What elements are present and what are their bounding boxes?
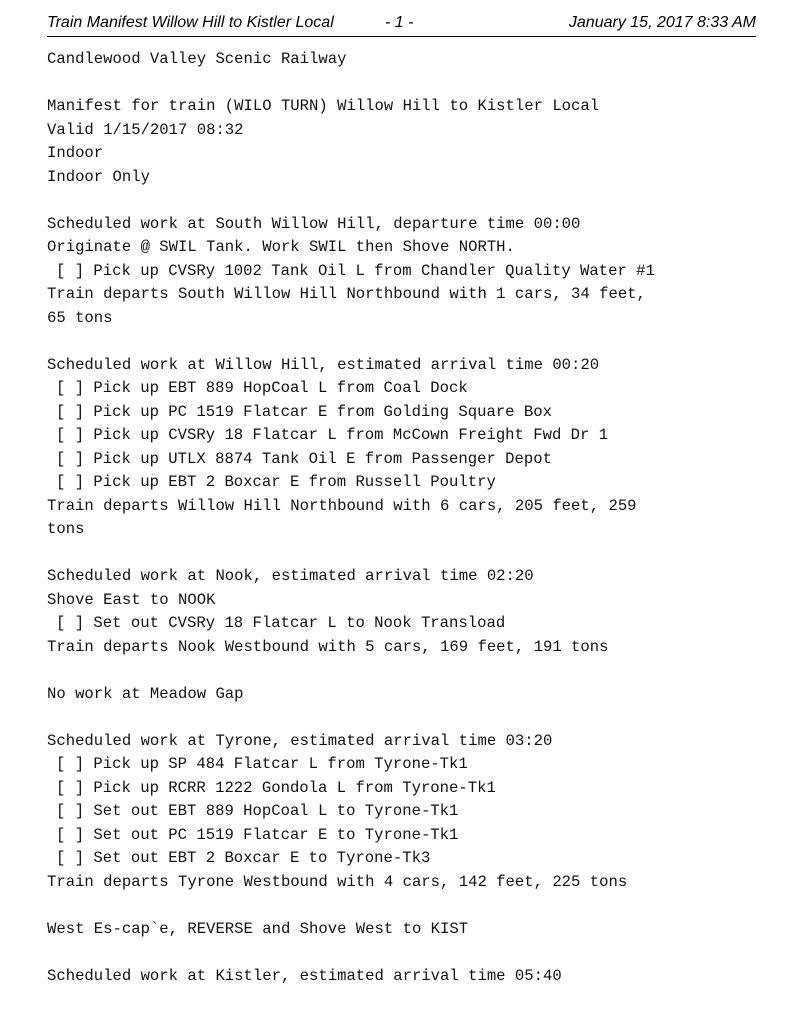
stop-heading: West Es-cap`e, REVERSE and Shove West to KIST [47,919,469,938]
stop-heading: Scheduled work at Kistler, estimated arrival time 05:40 [47,966,562,985]
stop-heading: Scheduled work at South Willow Hill, departure time 00:00 [47,214,581,233]
departure-line-cont: 65 tons [47,308,113,327]
work-task: [ ] Pick up RCRR 1222 Gondola L from Tyrone-Tk1 [56,778,496,797]
work-task: [ ] Pick up EBT 889 HopCoal L from Coal Dock [56,379,468,397]
work-task: [ ] Pick up PC 1519 Flatcar E from Golding Square Box [56,402,552,421]
work-task: [ ] Pick up SP 484 Flatcar L from Tyrone-Tk1 [56,755,468,773]
work-task: [ ] Set out PC 1519 Flatcar E to Tyrone-Tk1 [56,825,459,844]
stop-heading: Scheduled work at Willow Hill, estimated arrival time 00:20 [47,355,600,374]
departure-line: Train departs Tyrone Westbound with 4 cars, 142 feet, 225 tons [47,872,628,891]
header-title: Train Manifest Willow Hill to Kistler Local [47,14,334,31]
work-task: [ ] Set out EBT 889 HopCoal L to Tyrone-Tk1 [56,802,459,820]
departure-line: Train departs South Willow Hill Northbound with 1 cars, 34 feet, [47,285,646,303]
stop-heading: Scheduled work at Nook, estimated arrival time 02:20 [47,567,534,585]
comment-line: Indoor Only [47,167,150,186]
stop-instruction: Shove East to NOOK [47,590,216,609]
page-header [47,12,756,37]
work-task: [ ] Set out EBT 2 Boxcar E to Tyrone-Tk3 [56,849,431,867]
comment-line: Indoor [47,144,104,162]
header-date: January 15, 2017 8:33 AM [568,14,756,31]
header-page-number: - 1 - [385,14,414,31]
work-task: [ ] Pick up CVSRy 1002 Tank Oil L from Chandler Quality Water #1 [56,261,655,280]
manifest-body [47,48,767,988]
work-task: [ ] Pick up EBT 2 Boxcar E from Russell Poultry [56,473,496,491]
train-manifest-line: Manifest for train (WILO TURN) Willow Hill to Kistler Local [47,97,600,115]
departure-line: Train departs Willow Hill Northbound with 6 cars, 205 feet, 259 [47,496,637,515]
stop-heading: No work at Meadow Gap [47,684,244,703]
work-task: [ ] Pick up UTLX 8874 Tank Oil E from Passenger Depot [56,449,552,468]
work-task: [ ] Pick up CVSRy 18 Flatcar L from McCown Freight Fwd Dr 1 [56,426,609,444]
stop-instruction: Originate @ SWIL Tank. Work SWIL then Shove NORTH. [47,238,515,256]
valid-line: Valid 1/15/2017 08:32 [47,120,244,139]
work-task: [ ] Set out CVSRy 18 Flatcar L to Nook Transload [56,614,506,632]
stop-heading: Scheduled work at Tyrone, estimated arrival time 03:20 [47,731,553,750]
railroad-name: Candlewood Valley Scenic Railway [47,50,347,68]
departure-line: Train departs Nook Westbound with 5 cars, 169 feet, 191 tons [47,637,609,656]
departure-line-cont: tons [47,520,85,538]
